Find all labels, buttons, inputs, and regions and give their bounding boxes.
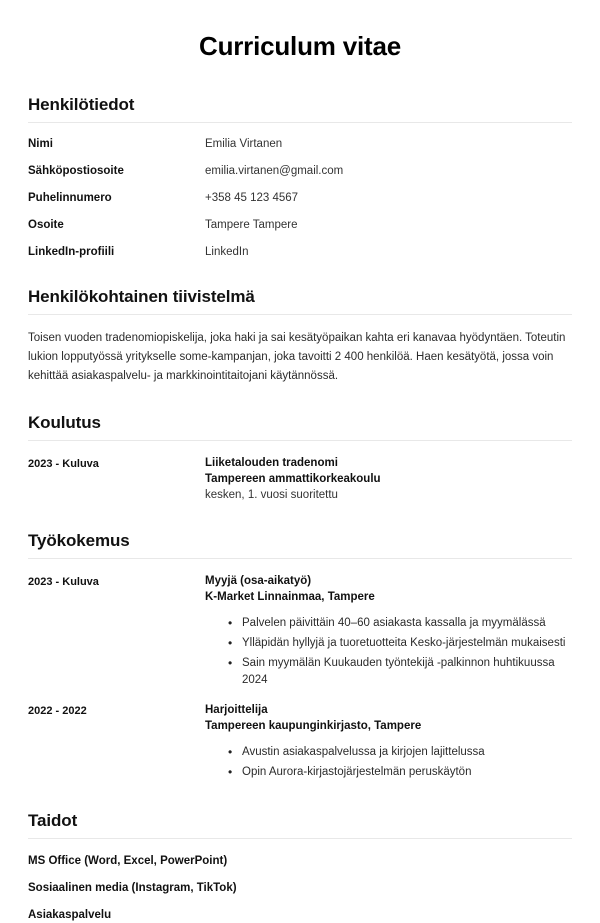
- skills-list: [28, 853, 572, 923]
- detail-label: Nimi: [28, 138, 53, 150]
- section-heading-education: Koulutus: [28, 413, 101, 432]
- detail-row: [28, 164, 572, 179]
- section-divider: [28, 558, 572, 559]
- list-item: Asiakaspalvelu: [28, 909, 112, 921]
- entry-organization: Tampereen kaupunginkirjasto, Tampere: [205, 720, 422, 732]
- section-skills: [28, 810, 572, 923]
- detail-row: [28, 218, 572, 233]
- detail-label: Sähköpostiosoite: [28, 165, 124, 177]
- entry-bullet-list: [205, 615, 572, 689]
- entry-dates: 2023 - Kuluva: [28, 576, 99, 588]
- section-heading-work-experience: Työkokemus: [28, 531, 130, 550]
- entry-bullet-list: [205, 744, 572, 781]
- entry-title: Harjoittelija: [205, 704, 268, 716]
- section-divider: [28, 440, 572, 441]
- list-item: • Avustin asiakaspalvelussa ja kirjojen lajittelussa: [228, 744, 572, 761]
- list-item: • Opin Aurora-kirjastojärjestelmän peruskäytön: [228, 764, 572, 781]
- detail-row: [28, 137, 572, 152]
- entry-title: Myyjä (osa-aikatyö): [205, 575, 312, 587]
- list-item: • Palvelen päivittäin 40–60 asiakasta kassalla ja myymälässä: [228, 615, 572, 632]
- section-divider: [28, 122, 572, 123]
- entry-dates: 2022 - 2022: [28, 705, 87, 717]
- entry-organization: K-Market Linnainmaa, Tampere: [205, 591, 375, 603]
- section-work-experience: [28, 530, 572, 784]
- section-heading-personal-details: Henkilötiedot: [28, 95, 135, 114]
- entry-note: kesken, 1. vuosi suoritettu: [205, 489, 338, 501]
- detail-row: [28, 245, 572, 260]
- detail-label: Puhelinnumero: [28, 192, 112, 204]
- detail-value: Tampere Tampere: [205, 219, 298, 231]
- detail-label: LinkedIn-profiili: [28, 246, 115, 258]
- entry-dates: 2023 - Kuluva: [28, 458, 99, 470]
- section-heading-summary: Henkilökohtainen tiivistelmä: [28, 287, 255, 306]
- page-title: Curriculum vitae: [199, 31, 401, 61]
- entry-title: Liiketalouden tradenomi: [205, 457, 338, 469]
- detail-value: +358 45 123 4567: [205, 192, 299, 204]
- entry-body: [205, 455, 572, 504]
- detail-value: emilia.virtanen@gmail.com: [205, 165, 344, 177]
- section-personal-details: [28, 94, 572, 260]
- detail-row: [28, 191, 572, 206]
- detail-value: Emilia Virtanen: [205, 138, 283, 150]
- work-entry: [28, 573, 572, 692]
- section-divider: [28, 838, 572, 839]
- personal-details-list: [28, 137, 572, 260]
- list-item: • Ylläpidän hyllyjä ja tuoretuotteita Kesko-järjestelmän mukaisesti: [228, 635, 572, 652]
- detail-value-linkedin[interactable]: LinkedIn: [205, 246, 249, 258]
- section-education: [28, 412, 572, 504]
- list-item: • Sain myymälän Kuukauden työntekijä -palkinnon huhtikuussa 2024: [228, 655, 572, 689]
- entry-organization: Tampereen ammattikorkeakoulu: [205, 473, 381, 485]
- section-summary: [28, 286, 572, 386]
- work-entry: [28, 702, 572, 784]
- section-divider: [28, 314, 572, 315]
- list-item: MS Office (Word, Excel, PowerPoint): [28, 855, 228, 867]
- list-item: Sosiaalinen media (Instagram, TikTok): [28, 882, 237, 894]
- section-heading-skills: Taidot: [28, 811, 78, 830]
- summary-text: Toisen vuoden tradenomiopiskelija, joka haki ja sai kesätyöpaikan kahta eri kanavaa hyödyntäen. Toteutin lukion lopputyössä yritykselle some-kampanjan, joka tavoitti 2 400 henkilöä. Haen kesätyötä, jossa voin kehittää asiakaspalvelu- ja markkinointitaitojani käytännössä.: [28, 332, 566, 382]
- entry-body: [205, 573, 572, 692]
- entry-body: [205, 702, 572, 784]
- education-entry: [28, 455, 572, 504]
- detail-label: Osoite: [28, 219, 64, 231]
